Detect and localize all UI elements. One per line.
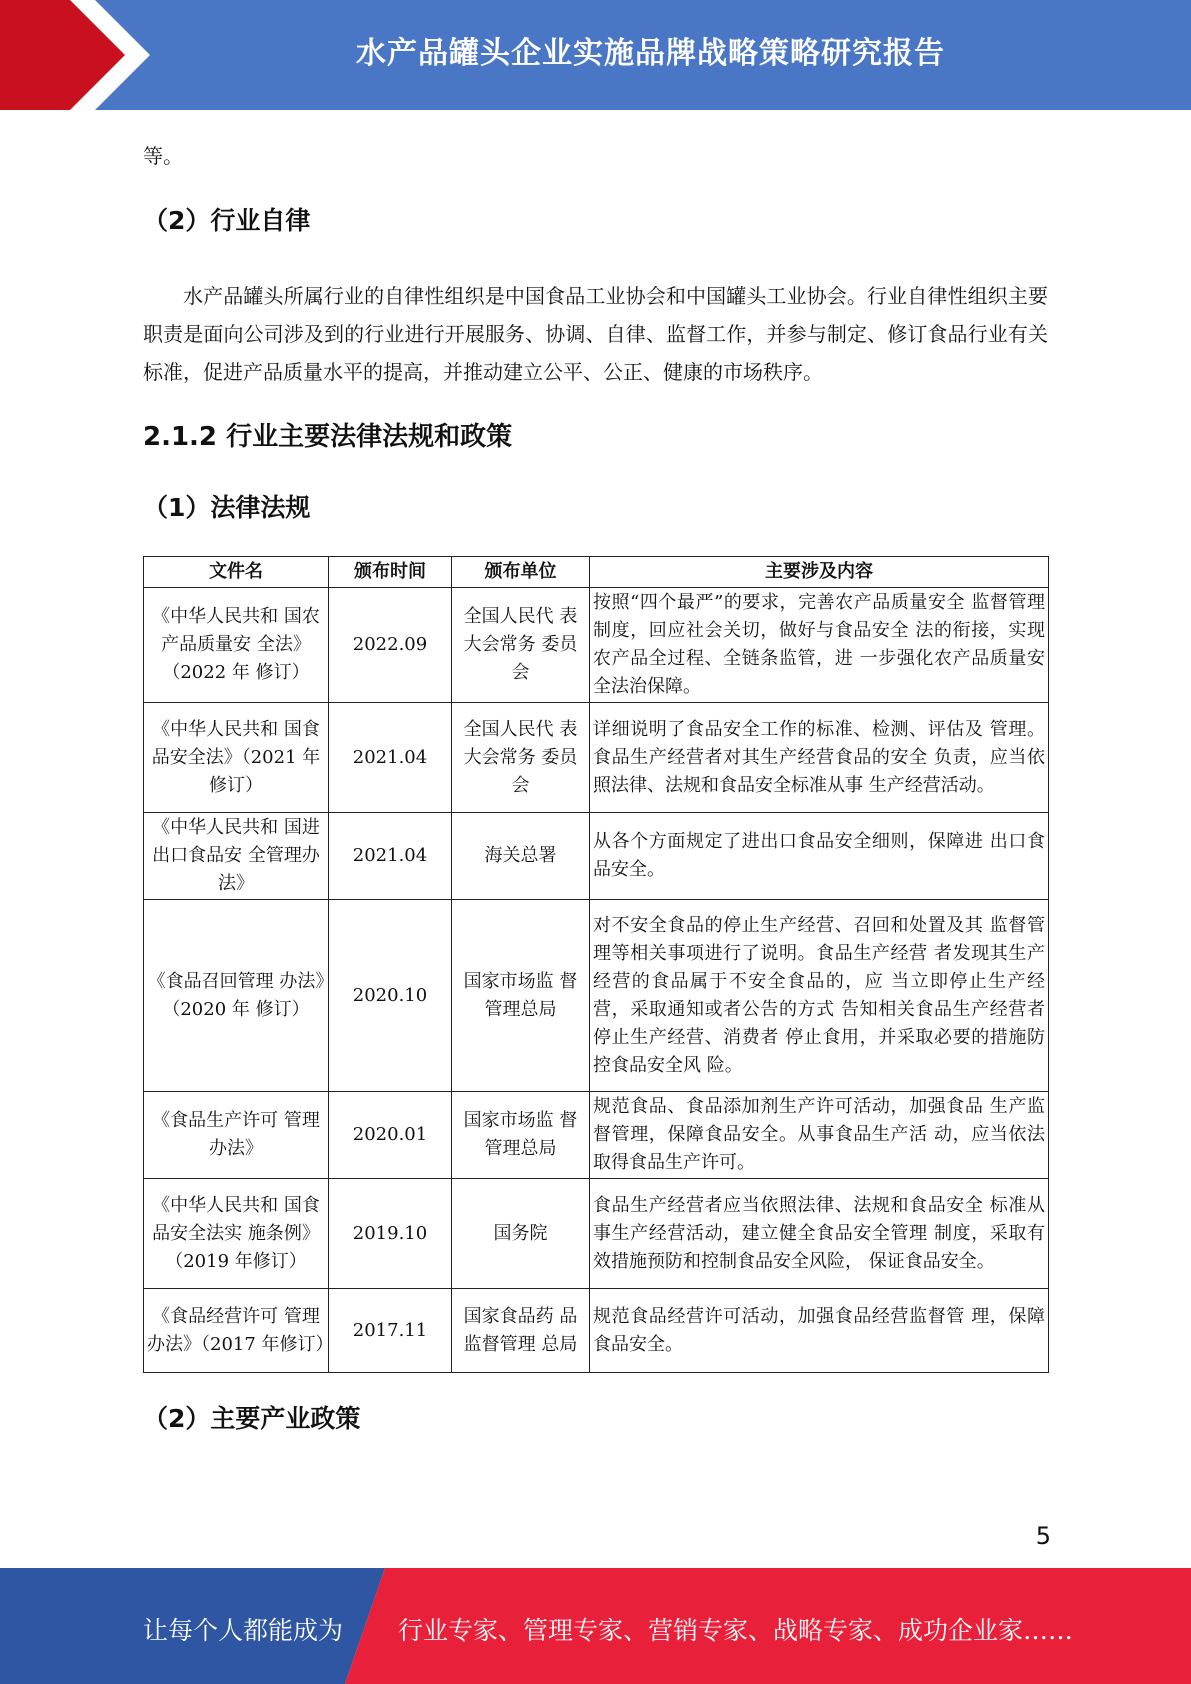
law-content: 食品生产经营者应当依照法律、法规和食品安全 标准从事生产经营活动，建立健全食品安全管理 制度，采取有效措施预防和控制食品安全风险， 保证食品安全。 xyxy=(590,1179,1049,1289)
page-footer xyxy=(0,1568,1191,1684)
law-name: 《中华人民共和 国进出口食品安 全管理办法》 xyxy=(144,813,329,900)
column-header: 颁布时间 xyxy=(329,557,452,588)
heading-laws-regulations: （1）法律法规 xyxy=(143,493,311,522)
law-date: 2019.10 xyxy=(329,1179,452,1289)
law-name: 《食品召回管理 办法》（2020 年 修订） xyxy=(144,900,329,1092)
law-unit: 全国人民代 表大会常务 委员会 xyxy=(452,588,590,703)
law-content: 对不安全食品的停止生产经营、召回和处置及其 监督管理等相关事项进行了说明。食品生产经营 者发现其生产经营的食品属于不安全食品的，应 当立即停止生产经营，采取通知或者公告的方式 告知相关食品生产经营者停止生产经营、消费者 停止食用，并采取必要的措施防控食品安全风 险。 xyxy=(590,900,1049,1092)
law-content: 规范食品经营许可活动，加强食品经营监督管 理，保障食品安全。 xyxy=(590,1289,1049,1373)
page-header xyxy=(0,0,1191,110)
law-unit: 国家市场监 督管理总局 xyxy=(452,1092,590,1179)
laws-table xyxy=(143,556,1049,1373)
law-date: 2020.01 xyxy=(329,1092,452,1179)
law-content: 详细说明了食品安全工作的标准、检测、评估及 管理。食品生产经营者对其生产经营食品的安全 负责，应当依照法律、法规和食品安全标准从事 生产经营活动。 xyxy=(590,703,1049,813)
law-name: 《食品经营许可 管理办法》（2017 年修订） xyxy=(144,1289,329,1373)
law-unit: 海关总署 xyxy=(452,813,590,900)
header-arrow-decoration xyxy=(0,0,160,110)
heading-laws-section: 2.1.2 行业主要法律法规和政策 xyxy=(143,422,513,452)
law-content: 按照“四个最严”的要求，完善农产品质量安全 监督管理制度，回应社会关切，做好与食品安全 法的衔接，实现农产品全过程、全链条监管，进 一步强化农产品质量安全法治保障。 xyxy=(590,588,1049,703)
law-date: 2020.10 xyxy=(329,900,452,1092)
table-row xyxy=(144,1289,1049,1373)
footer-slogan-left: 让每个人都能成为 xyxy=(143,1616,344,1645)
table-row xyxy=(144,703,1049,813)
law-name: 《中华人民共和 国食品安全法实 施条例》（2019 年修订） xyxy=(144,1179,329,1289)
heading-self-discipline: （2）行业自律 xyxy=(143,206,311,235)
table-header-row xyxy=(144,557,1049,588)
law-content: 从各个方面规定了进出口食品安全细则，保障进 出口食品安全。 xyxy=(590,813,1049,900)
heading-industry-policy: （2）主要产业政策 xyxy=(143,1404,361,1433)
law-unit: 国务院 xyxy=(452,1179,590,1289)
law-date: 2021.04 xyxy=(329,703,452,813)
law-date: 2017.11 xyxy=(329,1289,452,1373)
header-title: 水产品罐头企业实施品牌战略策略研究报告 xyxy=(356,36,945,71)
law-name: 《中华人民共和 国食品安全法》（2021 年修订） xyxy=(144,703,329,813)
law-content: 规范食品、食品添加剂生产许可活动，加强食品 生产监督管理，保障食品安全。从事食品生产活 动，应当依法取得食品生产许可。 xyxy=(590,1092,1049,1179)
column-header: 颁布单位 xyxy=(452,557,590,588)
table-row xyxy=(144,900,1049,1092)
table-row xyxy=(144,1179,1049,1289)
law-date: 2022.09 xyxy=(329,588,452,703)
table-row xyxy=(144,813,1049,900)
column-header: 文件名 xyxy=(144,557,329,588)
text-fragment: 等。 xyxy=(143,144,183,168)
law-date: 2021.04 xyxy=(329,813,452,900)
table-row xyxy=(144,1092,1049,1179)
table-row xyxy=(144,588,1049,703)
page-number: 5 xyxy=(1035,1522,1051,1550)
law-unit: 国家市场监 督管理总局 xyxy=(452,900,590,1092)
law-unit: 国家食品药 品监督管理 总局 xyxy=(452,1289,590,1373)
footer-slogan-right: 行业专家、管理专家、营销专家、战略专家、成功企业家…… xyxy=(398,1616,1074,1645)
law-name: 《食品生产许可 管理办法》 xyxy=(144,1092,329,1179)
column-header: 主要涉及内容 xyxy=(590,557,1049,588)
law-name: 《中华人民共和 国农产品质量安 全法》（2022 年 修订） xyxy=(144,588,329,703)
self-discipline-paragraph: 水产品罐头所属行业的自律性组织是中国食品工业协会和中国罐头工业协会。行业自律性组织主要职责是面向公司涉及到的行业进行开展服务、协调、自律、监督工作，并参与制定、修订食品行业有关标准，促进产品质量水平的提高，并推动建立公平、公正、健康的市场秩序。 xyxy=(143,284,1048,384)
law-unit: 全国人民代 表大会常务 委员会 xyxy=(452,703,590,813)
